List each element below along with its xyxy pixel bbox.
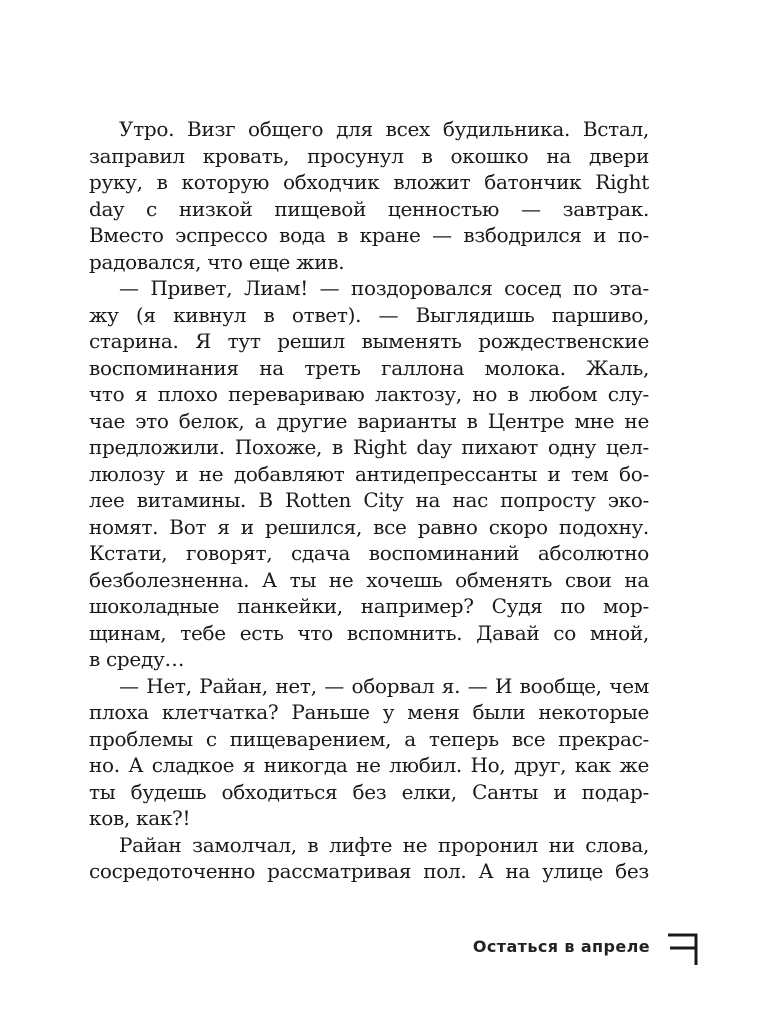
text-line: Кстати, говорят, сдача воспоминаний абсолютно bbox=[89, 541, 649, 565]
text-line: в среду… bbox=[89, 647, 185, 671]
text-line: номят. Вот я и решился, все равно скоро подохну. bbox=[89, 514, 649, 539]
running-footer-title: Остаться в апреле bbox=[472, 937, 650, 956]
text-line: Райан замолчал, в лифте не проронил ни слова, bbox=[119, 832, 649, 857]
text-line: шоколадные панкейки, например? Судя по мор- bbox=[89, 594, 649, 618]
text-line: плоха клетчатка? Раньше у меня были некоторые bbox=[89, 700, 649, 724]
text-line: щинам, тебе есть что вспомнить. Давай со мной, bbox=[89, 620, 649, 645]
text-line: Утро. Визг общего для всех будильника. Встал, bbox=[119, 117, 649, 141]
text-line: лее витамины. В Rotten City на нас попросту эко- bbox=[89, 488, 649, 512]
text-line: предложили. Похоже, в Right day пихают одну цел- bbox=[89, 435, 649, 459]
text-line: — Привет, Лиам! — поздоровался сосед по эта- bbox=[119, 276, 649, 300]
body-text bbox=[89, 116, 649, 885]
text-line: что я плохо перевариваю лактозу, но в любом слу- bbox=[89, 382, 649, 406]
text-line: day с низкой пищевой ценностью — завтрак. bbox=[89, 196, 649, 221]
text-line: старина. Я тут решил выменять рождественские bbox=[89, 329, 649, 353]
text-line: ты будешь обходиться без елки, Санты и подар- bbox=[89, 779, 649, 804]
text-line: руку, в которую обходчик вложит батончик Right bbox=[89, 170, 649, 194]
text-line: чае это белок, а другие варианты в Центре мне не bbox=[89, 408, 649, 433]
page-corner-mark-icon bbox=[666, 931, 700, 967]
text-line: ков, как?! bbox=[89, 806, 191, 830]
text-line: Вместо эспрессо вода в кране — взбодрился и по- bbox=[89, 223, 649, 247]
text-line: заправил кровать, просунул в окошко на двери bbox=[89, 143, 649, 168]
text-line: сосредоточенно рассматривая пол. А на улице без bbox=[89, 859, 649, 883]
text-line: радовался, что еще жив. bbox=[89, 249, 345, 274]
text-line: люлозу и не добавляют антидепрессанты и тем бо- bbox=[89, 461, 649, 486]
text-line: проблемы с пищеварением, а теперь все прекрас- bbox=[89, 726, 649, 751]
text-line: — Нет, Райан, нет, — оборвал я. — И вообще, чем bbox=[119, 673, 649, 698]
text-line: но. А сладкое я никогда не любил. Но, друг, как же bbox=[89, 753, 649, 777]
text-line: безболезненна. А ты не хочешь обменять свои на bbox=[89, 567, 649, 592]
text-line: воспоминания на треть галлона молока. Жаль, bbox=[89, 355, 649, 380]
text-line: жу (я кивнул в ответ). — Выглядишь паршиво, bbox=[89, 302, 649, 327]
